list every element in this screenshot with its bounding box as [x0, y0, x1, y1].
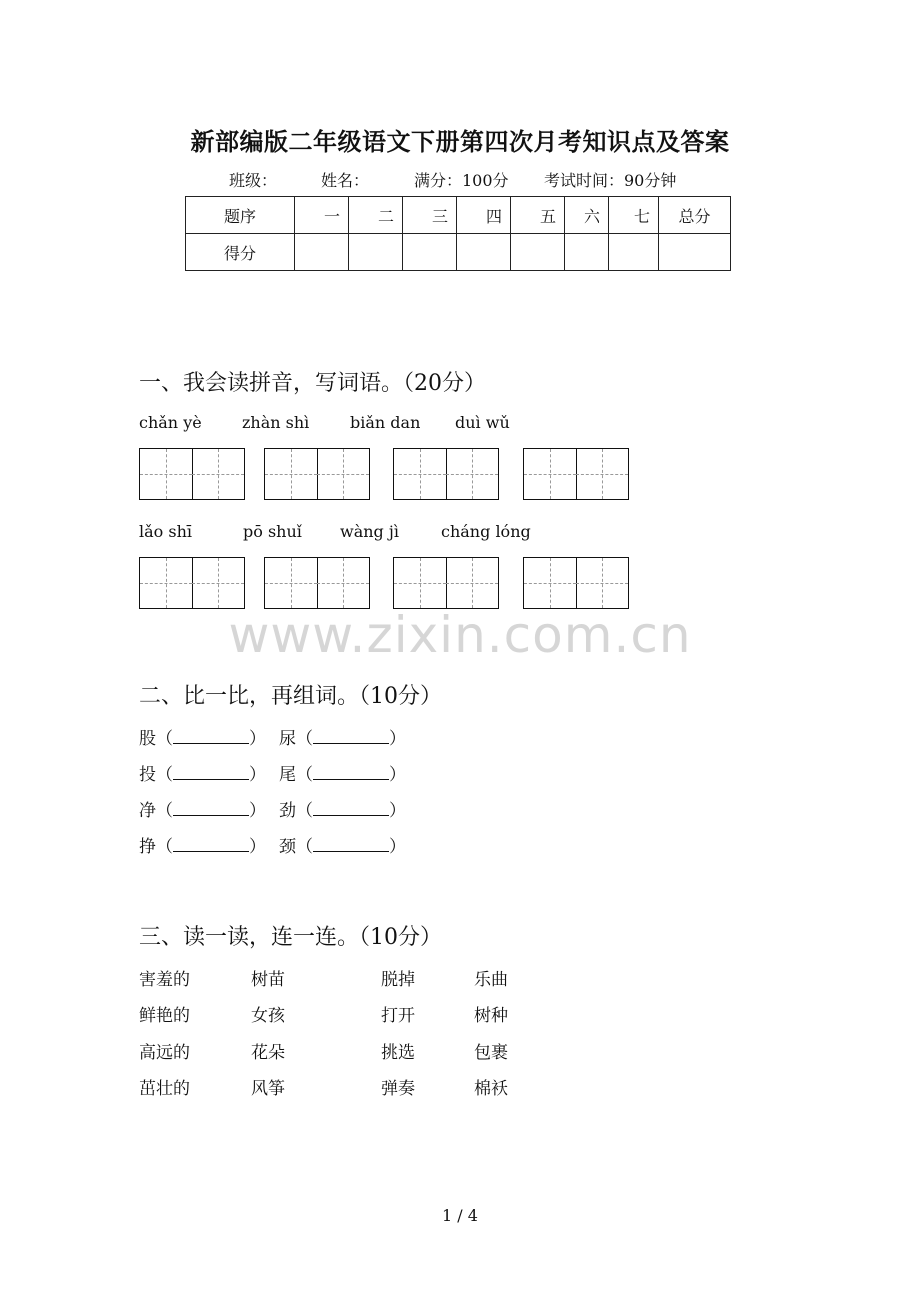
pinyin-label: duì wǔ — [455, 413, 510, 432]
class-label: 班级： — [229, 171, 278, 190]
compare-row — [279, 796, 406, 821]
score-table-cell: 五 — [511, 197, 565, 234]
match-word[interactable]: 弹奏 — [381, 1079, 415, 1099]
open-paren: （ — [156, 729, 173, 749]
compare-row — [139, 832, 266, 857]
score-table-header-row — [186, 197, 731, 234]
close-paren: ） — [249, 729, 266, 749]
match-word[interactable]: 棉袄 — [474, 1079, 508, 1099]
section-3-heading: 三、读一读，连一连。（10分） — [139, 925, 442, 950]
writing-box[interactable] — [139, 448, 245, 500]
answer-blank[interactable] — [313, 801, 389, 816]
char: 净 — [139, 801, 156, 821]
section-1-heading: 一、我会读拼音，写词语。（20分） — [139, 371, 486, 396]
pinyin-label: biǎn dan — [350, 413, 421, 432]
score-table-cell: 三 — [403, 197, 457, 234]
score-table — [185, 196, 731, 271]
char: 劲 — [279, 801, 296, 821]
score-entry-cell[interactable] — [349, 234, 403, 271]
match-word[interactable]: 树种 — [474, 1006, 508, 1026]
answer-blank[interactable] — [173, 729, 249, 744]
score-table-cell: 四 — [457, 197, 511, 234]
open-paren: （ — [156, 801, 173, 821]
close-paren: ） — [249, 801, 266, 821]
open-paren: （ — [296, 765, 313, 785]
open-paren: （ — [156, 765, 173, 785]
char: 颈 — [279, 837, 296, 857]
score-table-score-row — [186, 234, 731, 271]
pinyin-label: zhàn shì — [242, 413, 310, 432]
score-table-cell: 一 — [295, 197, 349, 234]
match-word[interactable]: 脱掉 — [381, 970, 415, 990]
pinyin-label: lǎo shī — [139, 522, 193, 541]
pinyin-label: pō shuǐ — [243, 522, 302, 541]
answer-blank[interactable] — [173, 801, 249, 816]
writing-box[interactable] — [523, 448, 629, 500]
char: 股 — [139, 729, 156, 749]
open-paren: （ — [296, 801, 313, 821]
writing-box[interactable] — [393, 557, 499, 609]
close-paren: ） — [249, 765, 266, 785]
match-word[interactable]: 风筝 — [251, 1079, 285, 1099]
char: 尿 — [279, 729, 296, 749]
writing-box[interactable] — [523, 557, 629, 609]
char: 挣 — [139, 837, 156, 857]
score-table-cell: 题序 — [186, 197, 295, 234]
score-table-cell: 总分 — [659, 197, 731, 234]
page-title: 新部编版二年级语文下册第四次月考知识点及答案 — [190, 127, 730, 156]
answer-blank[interactable] — [313, 729, 389, 744]
pinyin-label: wàng jì — [340, 522, 399, 541]
open-paren: （ — [296, 837, 313, 857]
open-paren: （ — [296, 729, 313, 749]
score-entry-cell[interactable] — [609, 234, 659, 271]
answer-blank[interactable] — [173, 837, 249, 852]
match-word[interactable]: 鲜艳的 — [139, 1006, 190, 1026]
score-table-cell: 七 — [609, 197, 659, 234]
match-word[interactable]: 花朵 — [251, 1043, 285, 1063]
answer-blank[interactable] — [313, 765, 389, 780]
close-paren: ） — [389, 837, 406, 857]
score-entry-cell[interactable] — [565, 234, 609, 271]
match-word[interactable]: 打开 — [381, 1006, 415, 1026]
score-entry-cell[interactable] — [295, 234, 349, 271]
score-entry-cell[interactable] — [457, 234, 511, 271]
compare-row — [279, 724, 406, 749]
writing-box[interactable] — [393, 448, 499, 500]
score-entry-cell[interactable] — [659, 234, 731, 271]
close-paren: ） — [249, 837, 266, 857]
compare-row — [139, 796, 266, 821]
compare-row — [279, 832, 406, 857]
match-word[interactable]: 挑选 — [381, 1043, 415, 1063]
close-paren: ） — [389, 729, 406, 749]
writing-box[interactable] — [139, 557, 245, 609]
page-number: 1 / 4 — [442, 1206, 478, 1225]
open-paren: （ — [156, 837, 173, 857]
writing-box[interactable] — [264, 557, 370, 609]
exam-time: 考试时间：90分钟 — [544, 171, 677, 190]
score-entry-cell[interactable] — [403, 234, 457, 271]
close-paren: ） — [389, 765, 406, 785]
char: 尾 — [279, 765, 296, 785]
match-word[interactable]: 茁壮的 — [139, 1079, 190, 1099]
score-entry-cell[interactable] — [511, 234, 565, 271]
answer-blank[interactable] — [313, 837, 389, 852]
compare-row — [279, 760, 406, 785]
score-table-cell: 二 — [349, 197, 403, 234]
score-table-cell: 六 — [565, 197, 609, 234]
match-word[interactable]: 乐曲 — [474, 970, 508, 990]
name-label: 姓名： — [321, 171, 370, 190]
close-paren: ） — [389, 801, 406, 821]
pinyin-label: cháng lóng — [441, 522, 531, 541]
match-word[interactable]: 树苗 — [251, 970, 285, 990]
pinyin-label: chǎn yè — [139, 413, 202, 432]
compare-row — [139, 724, 266, 749]
writing-box[interactable] — [264, 448, 370, 500]
full-score: 满分：100分 — [414, 171, 509, 190]
watermark: www.zixin.com.cn — [228, 606, 692, 664]
answer-blank[interactable] — [173, 765, 249, 780]
match-word[interactable]: 包裹 — [474, 1043, 508, 1063]
score-table-cell: 得分 — [186, 234, 295, 271]
section-2-heading: 二、比一比，再组词。（10分） — [139, 684, 442, 709]
match-word[interactable]: 女孩 — [251, 1006, 285, 1026]
match-word[interactable]: 害羞的 — [139, 970, 190, 990]
compare-row — [139, 760, 266, 785]
char: 投 — [139, 765, 156, 785]
match-word[interactable]: 高远的 — [139, 1043, 190, 1063]
